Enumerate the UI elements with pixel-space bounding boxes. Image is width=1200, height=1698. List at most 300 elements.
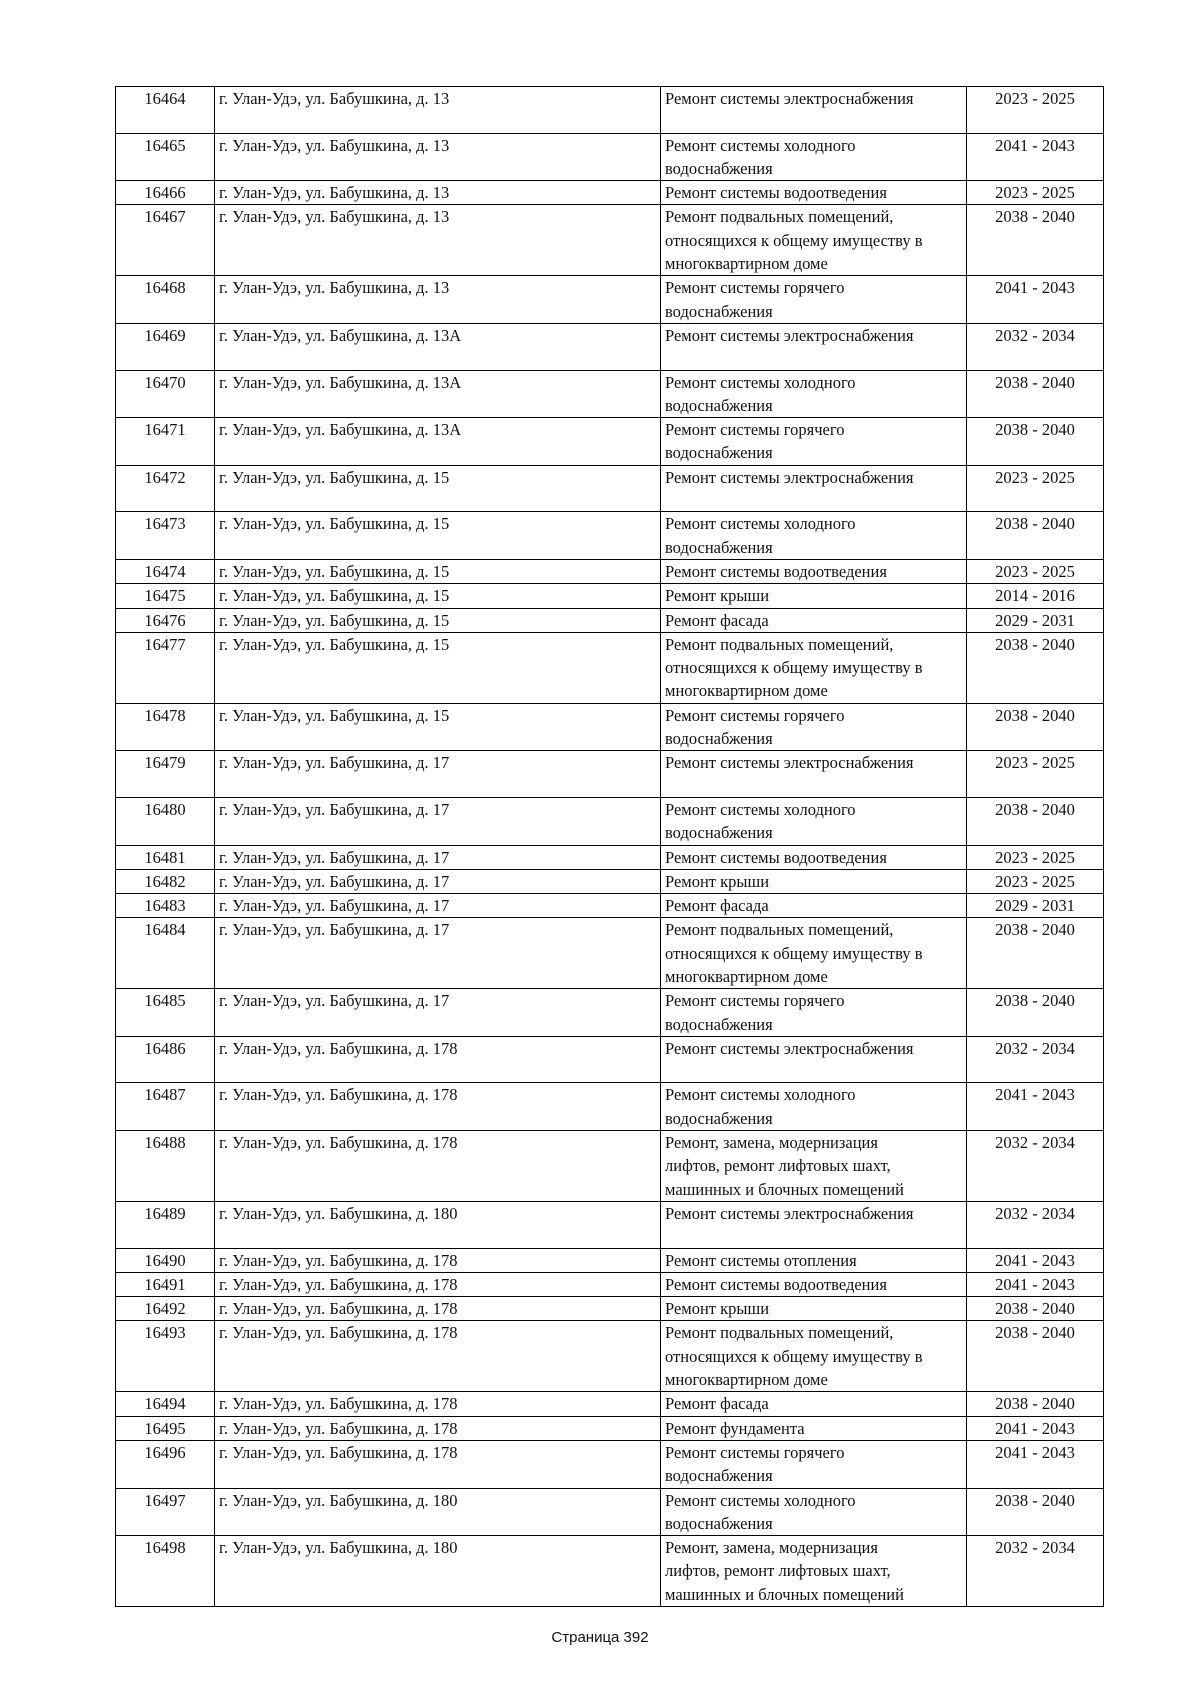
row-work-type-cell [661,370,967,418]
row-number-cell [116,323,215,370]
row-number: 16494 [144,1394,186,1414]
row-work-type-cell [661,559,967,583]
row-number-cell [116,608,215,632]
table-row [116,869,1104,893]
row-number-cell [116,1488,215,1536]
row-period-cell [967,1416,1104,1440]
row-address: г. Улан-Удэ, ул. Бабушкина, д. 178 [219,1418,458,1438]
row-period-cell [967,559,1104,583]
row-period: 2041 - 2043 [995,1274,1075,1294]
row-address: г. Улан-Удэ, ул. Бабушкина, д. 180 [219,1538,458,1558]
row-period-cell [967,1488,1104,1536]
row-number-cell [116,1201,215,1248]
row-number-cell [116,276,215,324]
row-address: г. Улан-Удэ, ул. Бабушкина, д. 178 [219,1394,458,1414]
row-number-cell [116,559,215,583]
row-number: 16477 [144,634,186,654]
row-address-cell [215,205,661,276]
row-number: 16475 [144,586,186,606]
row-work-type: Ремонт системы водоотведения [665,847,887,867]
row-work-type: Ремонт системы холодного водоснабжения [665,799,856,843]
row-period-cell [967,1248,1104,1272]
row-address-cell [215,797,661,845]
row-work-type-cell [661,418,967,466]
row-number-cell [116,1297,215,1321]
row-number: 16482 [144,871,186,891]
row-work-type: Ремонт системы горячего водоснабжения [665,705,845,749]
row-number: 16480 [144,799,186,819]
table-row [116,465,1104,512]
row-period-cell [967,751,1104,798]
row-address: г. Улан-Удэ, ул. Бабушкина, д. 178 [219,1299,458,1319]
row-work-type-cell [661,1440,967,1488]
row-period: 2023 - 2025 [995,561,1075,581]
row-period: 2032 - 2034 [995,1038,1075,1058]
row-work-type: Ремонт системы холодного водоснабжения [665,1085,856,1128]
row-period-cell [967,1392,1104,1416]
row-number: 16467 [144,207,186,227]
row-address-cell [215,559,661,583]
row-period: 2032 - 2034 [995,1538,1075,1558]
row-number-cell [116,1248,215,1272]
row-work-type: Ремонт системы холодного водоснабжения [665,1490,856,1533]
row-work-type: Ремонт крыши [665,1299,770,1319]
row-period: 2023 - 2025 [995,183,1075,203]
row-address-cell [215,133,661,181]
row-number: 16489 [144,1203,186,1223]
row-work-type: Ремонт, замена, модернизация лифтов, ремонт лифтовых шахт, машинных и блочных помещений [665,1133,904,1199]
row-number: 16490 [144,1250,186,1270]
row-period: 2023 - 2025 [995,89,1075,108]
row-period-cell [967,584,1104,608]
row-address: г. Улан-Удэ, ул. Бабушкина, д. 178 [219,1038,458,1058]
row-period-cell [967,1321,1104,1392]
row-number-cell [116,87,215,134]
row-number: 16498 [144,1538,186,1558]
row-work-type-cell [661,918,967,989]
row-address-cell [215,1272,661,1296]
row-number: 16473 [144,514,186,534]
row-period: 2023 - 2025 [995,871,1075,891]
table-row [116,845,1104,869]
row-number-cell [116,465,215,512]
row-work-type-cell [661,205,967,276]
row-period-cell [967,797,1104,845]
row-period-cell [967,465,1104,512]
row-address-cell [215,1321,661,1392]
row-address-cell [215,1440,661,1488]
row-number-cell [116,632,215,703]
row-period: 2038 - 2040 [995,372,1075,392]
row-period-cell [967,1536,1104,1607]
row-work-type: Ремонт системы холодного водоснабжения [665,514,856,557]
row-period: 2023 - 2025 [995,753,1075,773]
row-period: 2038 - 2040 [995,799,1075,819]
row-work-type-cell [661,632,967,703]
row-address: г. Улан-Удэ, ул. Бабушкина, д. 13А [219,372,462,392]
row-work-type: Ремонт системы горячего водоснабжения [665,991,845,1034]
table-row [116,559,1104,583]
row-number-cell [116,918,215,989]
row-address: г. Улан-Удэ, ул. Бабушкина, д. 13 [219,278,450,298]
row-address-cell [215,632,661,703]
row-work-type-cell [661,1083,967,1131]
row-address-cell [215,845,661,869]
row-address: г. Улан-Удэ, ул. Бабушкина, д. 178 [219,1442,458,1462]
row-address: г. Улан-Удэ, ул. Бабушкина, д. 17 [219,871,450,891]
table-row [116,1083,1104,1131]
row-period-cell [967,1440,1104,1488]
row-number: 16466 [144,183,186,203]
row-period: 2038 - 2040 [995,1394,1075,1414]
table-row [116,703,1104,751]
row-work-type-cell [661,845,967,869]
row-work-type: Ремонт системы горячего водоснабжения [665,278,845,321]
table-row [116,87,1104,134]
row-address: г. Улан-Удэ, ул. Бабушкина, д. 13 [219,207,450,227]
row-number: 16469 [144,325,186,345]
row-address: г. Улан-Удэ, ул. Бабушкина, д. 15 [219,586,450,606]
table-row [116,1488,1104,1536]
row-number: 16471 [144,420,186,440]
row-period-cell [967,87,1104,134]
row-work-type-cell [661,512,967,560]
row-number-cell [116,751,215,798]
row-address-cell [215,1248,661,1272]
row-address-cell [215,87,661,134]
row-period-cell [967,869,1104,893]
row-work-type-cell [661,869,967,893]
table-row [116,1536,1104,1607]
row-work-type: Ремонт фундамента [665,1418,805,1438]
row-number: 16484 [144,920,186,940]
row-period: 2038 - 2040 [995,920,1075,940]
row-address: г. Улан-Удэ, ул. Бабушкина, д. 17 [219,991,450,1011]
row-work-type-cell [661,751,967,798]
row-address: г. Улан-Удэ, ул. Бабушкина, д. 15 [219,467,450,487]
row-work-type: Ремонт крыши [665,586,770,606]
row-period-cell [967,512,1104,560]
row-address: г. Улан-Удэ, ул. Бабушкина, д. 15 [219,634,450,654]
row-period: 2032 - 2034 [995,325,1075,345]
row-period: 2038 - 2040 [995,634,1075,654]
row-address-cell [215,989,661,1037]
row-work-type-cell [661,181,967,205]
row-work-type-cell [661,465,967,512]
table-row [116,1416,1104,1440]
table-row [116,512,1104,560]
row-period: 2029 - 2031 [995,610,1075,630]
row-period: 2038 - 2040 [995,1323,1075,1343]
row-period-cell [967,918,1104,989]
row-address-cell [215,751,661,798]
row-number-cell [116,1083,215,1131]
row-address-cell [215,703,661,751]
row-number: 16481 [144,847,186,867]
row-period-cell [967,1297,1104,1321]
row-number-cell [116,205,215,276]
table-row [116,1036,1104,1083]
row-address-cell [215,181,661,205]
row-period-cell [967,608,1104,632]
row-address-cell [215,1297,661,1321]
row-work-type-cell [661,797,967,845]
row-number: 16483 [144,896,186,916]
row-number: 16496 [144,1442,186,1462]
row-period-cell [967,989,1104,1037]
table-row [116,181,1104,205]
row-period: 2038 - 2040 [995,1299,1075,1319]
row-period-cell [967,894,1104,918]
row-work-type: Ремонт, замена, модернизация лифтов, ремонт лифтовых шахт, машинных и блочных помещений [665,1538,904,1604]
row-address-cell [215,465,661,512]
row-work-type: Ремонт системы водоотведения [665,183,887,203]
row-work-type-cell [661,1488,967,1536]
row-number: 16493 [144,1323,186,1343]
row-period: 2014 - 2016 [995,586,1075,606]
table-row [116,418,1104,466]
row-period: 2038 - 2040 [995,514,1075,534]
table-row [116,133,1104,181]
row-number-cell [116,133,215,181]
row-work-type-cell [661,1536,967,1607]
row-address: г. Улан-Удэ, ул. Бабушкина, д. 178 [219,1133,458,1153]
row-period-cell [967,418,1104,466]
table-row [116,205,1104,276]
row-work-type: Ремонт подвальных помещений, относящихся к общему имуществу в многоквартирном доме [665,207,923,274]
row-work-type-cell [661,1036,967,1083]
page-number: Страница 392 [551,1629,649,1646]
row-period: 2041 - 2043 [995,1418,1075,1438]
row-number-cell [116,418,215,466]
table-row [116,1272,1104,1296]
row-work-type: Ремонт системы горячего водоснабжения [665,1442,845,1486]
row-period: 2038 - 2040 [995,705,1075,725]
table-row [116,1440,1104,1488]
row-work-type-cell [661,1321,967,1392]
row-address: г. Улан-Удэ, ул. Бабушкина, д. 178 [219,1323,458,1343]
row-period-cell [967,205,1104,276]
row-number: 16464 [144,89,186,108]
row-work-type-cell [661,1248,967,1272]
row-work-type: Ремонт системы электроснабжения [665,1038,914,1058]
row-period-cell [967,181,1104,205]
row-period-cell [967,133,1104,181]
row-work-type: Ремонт системы электроснабжения [665,325,914,345]
row-work-type: Ремонт системы холодного водоснабжения [665,372,856,415]
row-work-type: Ремонт фасада [665,610,769,630]
table-row [116,276,1104,324]
row-period-cell [967,370,1104,418]
row-number: 16468 [144,278,186,298]
row-number-cell [116,894,215,918]
row-number-cell [116,181,215,205]
row-number: 16492 [144,1299,186,1319]
row-number: 16472 [144,467,186,487]
row-work-type: Ремонт системы водоотведения [665,1274,887,1294]
row-period: 2041 - 2043 [995,135,1075,155]
row-period-cell [967,845,1104,869]
row-period: 2041 - 2043 [995,278,1075,298]
row-number-cell [116,1416,215,1440]
row-period-cell [967,703,1104,751]
row-work-type-cell [661,133,967,181]
row-number: 16476 [144,610,186,630]
table-row [116,894,1104,918]
table-row [116,1392,1104,1416]
table-body [116,87,1104,1607]
table-row [116,797,1104,845]
row-address-cell [215,418,661,466]
row-work-type-cell [661,87,967,134]
row-period-cell [967,1201,1104,1248]
row-number-cell [116,370,215,418]
row-period: 2029 - 2031 [995,896,1075,916]
row-work-type: Ремонт фасада [665,1394,769,1414]
row-address: г. Улан-Удэ, ул. Бабушкина, д. 17 [219,847,450,867]
row-period-cell [967,1131,1104,1202]
row-address-cell [215,1536,661,1607]
row-period-cell [967,1036,1104,1083]
row-address-cell [215,323,661,370]
row-number: 16478 [144,705,186,725]
row-address: г. Улан-Удэ, ул. Бабушкина, д. 180 [219,1203,458,1223]
row-period: 2032 - 2034 [995,1133,1075,1153]
row-number-cell [116,512,215,560]
row-address-cell [215,1392,661,1416]
row-number: 16488 [144,1133,186,1153]
row-address-cell [215,1416,661,1440]
row-address: г. Улан-Удэ, ул. Бабушкина, д. 15 [219,610,450,630]
table-row [116,608,1104,632]
table-row [116,323,1104,370]
row-address: г. Улан-Удэ, ул. Бабушкина, д. 15 [219,561,450,581]
row-work-type-cell [661,1131,967,1202]
row-address: г. Улан-Удэ, ул. Бабушкина, д. 13 [219,183,450,203]
row-number: 16470 [144,372,186,392]
row-work-type-cell [661,1297,967,1321]
row-period: 2038 - 2040 [995,1490,1075,1510]
row-address-cell [215,894,661,918]
row-address-cell [215,1083,661,1131]
row-work-type: Ремонт подвальных помещений, относящихся к общему имуществу в многоквартирном доме [665,1323,923,1390]
row-address-cell [215,918,661,989]
row-period: 2023 - 2025 [995,847,1075,867]
row-work-type-cell [661,276,967,324]
row-number: 16491 [144,1274,186,1294]
row-period: 2023 - 2025 [995,467,1075,487]
row-number: 16495 [144,1418,186,1438]
table-row [116,1201,1104,1248]
row-number-cell [116,1131,215,1202]
row-address: г. Улан-Удэ, ул. Бабушкина, д. 180 [219,1490,458,1510]
row-address-cell [215,276,661,324]
row-work-type-cell [661,584,967,608]
row-period: 2032 - 2034 [995,1203,1075,1223]
row-number-cell [116,1036,215,1083]
table-row [116,1131,1104,1202]
table-row [116,1321,1104,1392]
row-address-cell [215,584,661,608]
row-number-cell [116,869,215,893]
row-address: г. Улан-Удэ, ул. Бабушкина, д. 13 [219,89,450,108]
row-address: г. Улан-Удэ, ул. Бабушкина, д. 15 [219,514,450,534]
row-number: 16479 [144,753,186,773]
row-number: 16465 [144,135,186,155]
row-number: 16487 [144,1085,186,1105]
row-period: 2041 - 2043 [995,1442,1075,1462]
row-work-type: Ремонт системы электроснабжения [665,467,914,487]
row-number: 16485 [144,991,186,1011]
row-number-cell [116,1536,215,1607]
row-address: г. Улан-Удэ, ул. Бабушкина, д. 13А [219,325,462,345]
row-address-cell [215,1036,661,1083]
row-work-type-cell [661,1392,967,1416]
row-period-cell [967,1083,1104,1131]
row-address-cell [215,1201,661,1248]
row-address: г. Улан-Удэ, ул. Бабушкина, д. 17 [219,920,450,940]
table-row [116,370,1104,418]
row-work-type: Ремонт системы электроснабжения [665,1203,914,1223]
row-address: г. Улан-Удэ, ул. Бабушкина, д. 17 [219,896,450,916]
row-number-cell [116,703,215,751]
row-address: г. Улан-Удэ, ул. Бабушкина, д. 178 [219,1250,458,1270]
row-work-type-cell [661,1201,967,1248]
row-work-type: Ремонт подвальных помещений, относящихся к общему имуществу в многоквартирном доме [665,920,923,986]
row-number-cell [116,1440,215,1488]
row-number-cell [116,1321,215,1392]
row-address: г. Улан-Удэ, ул. Бабушкина, д. 178 [219,1085,458,1105]
row-address-cell [215,869,661,893]
row-work-type-cell [661,323,967,370]
row-work-type: Ремонт системы холодного водоснабжения [665,135,856,178]
table-row [116,751,1104,798]
row-period: 2038 - 2040 [995,420,1075,440]
row-period: 2041 - 2043 [995,1085,1075,1105]
table-row [116,989,1104,1037]
row-number-cell [116,845,215,869]
row-number-cell [116,1272,215,1296]
row-work-type-cell [661,703,967,751]
row-number-cell [116,1392,215,1416]
row-address-cell [215,608,661,632]
row-number: 16497 [144,1490,186,1510]
row-work-type: Ремонт системы электроснабжения [665,89,914,108]
row-number-cell [116,584,215,608]
table-row [116,918,1104,989]
row-address-cell [215,370,661,418]
row-period: 2041 - 2043 [995,1250,1075,1270]
row-address: г. Улан-Удэ, ул. Бабушкина, д. 178 [219,1274,458,1294]
row-address: г. Улан-Удэ, ул. Бабушкина, д. 17 [219,753,450,773]
row-number-cell [116,797,215,845]
row-number: 16474 [144,561,186,581]
repair-schedule-table [115,86,1104,1607]
row-work-type: Ремонт системы горячего водоснабжения [665,420,845,463]
table-row [116,632,1104,703]
table-row [116,584,1104,608]
table-row [116,1297,1104,1321]
row-address: г. Улан-Удэ, ул. Бабушкина, д. 13А [219,420,462,440]
row-address-cell [215,1131,661,1202]
row-work-type-cell [661,608,967,632]
row-work-type-cell [661,989,967,1037]
row-work-type: Ремонт фасада [665,896,769,916]
row-work-type: Ремонт системы электроснабжения [665,753,914,773]
row-address-cell [215,1488,661,1536]
row-period-cell [967,632,1104,703]
row-work-type: Ремонт крыши [665,871,770,891]
